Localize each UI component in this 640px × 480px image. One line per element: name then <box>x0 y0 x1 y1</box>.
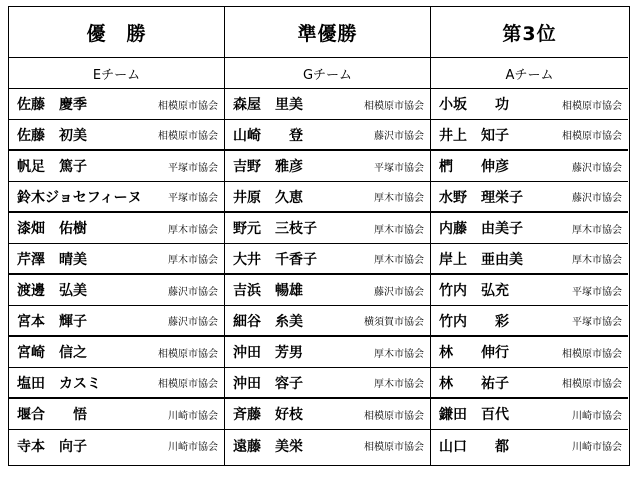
association-name: 川崎市協会 <box>168 410 218 422</box>
player-name: 岸上 亜由美 <box>439 251 523 268</box>
player-name: 宮本 輝子 <box>17 313 87 330</box>
association-name: 相模原市協会 <box>562 131 622 142</box>
table-row <box>9 89 224 120</box>
player-name: 水野 理栄子 <box>439 189 523 206</box>
player-name: 森屋 里美 <box>233 97 303 113</box>
player-name: 内藤 由美子 <box>439 221 523 237</box>
association-name: 相模原市協会 <box>364 442 424 453</box>
player-name: 寺本 向子 <box>17 438 87 455</box>
table-row <box>431 337 628 368</box>
association-name: 相模原市協会 <box>562 379 622 390</box>
table-row <box>9 306 224 337</box>
player-name: 林 祐子 <box>439 375 509 392</box>
association-name: 相模原市協会 <box>158 131 218 142</box>
table-row <box>431 275 628 306</box>
column-third-place <box>430 7 628 465</box>
player-name: 遠藤 美栄 <box>233 438 303 455</box>
association-name: 厚木市協会 <box>374 379 424 390</box>
player-name: 野元 三枝子 <box>233 221 317 237</box>
player-name: 鎌田 百代 <box>439 407 509 423</box>
table-row <box>431 306 628 337</box>
player-name: 大井 千香子 <box>233 251 317 268</box>
player-name: 帆足 篤子 <box>17 159 87 175</box>
table-row <box>9 213 224 244</box>
table-row <box>9 399 224 430</box>
player-name: 鈴木ジョセフィーヌ <box>17 189 142 206</box>
table-row <box>225 151 430 182</box>
player-name: 竹内 弘充 <box>439 283 509 299</box>
association-name: 相模原市協会 <box>158 348 218 360</box>
association-name: 藤沢市協会 <box>168 317 218 328</box>
association-name: 相模原市協会 <box>364 410 424 422</box>
table-row <box>225 399 430 430</box>
association-name: 川崎市協会 <box>572 410 622 422</box>
player-name: 堰合 悟 <box>17 407 87 423</box>
player-name: 芹澤 晴美 <box>17 251 87 268</box>
player-name: 竹内 彩 <box>439 313 509 330</box>
team-name: Eチーム <box>9 58 224 89</box>
association-name: 相模原市協会 <box>158 100 218 112</box>
association-name: 川崎市協会 <box>572 442 622 453</box>
table-row <box>431 151 628 182</box>
table-row <box>431 368 628 399</box>
player-name: 山口 都 <box>439 438 509 455</box>
table-row <box>9 430 224 461</box>
player-name: 井原 久恵 <box>233 189 303 206</box>
player-name: 細谷 糸美 <box>233 313 303 330</box>
association-name: 相模原市協会 <box>364 100 424 112</box>
player-name: 斉藤 好枝 <box>233 407 303 423</box>
player-name: 塩田 カスミ <box>17 375 101 392</box>
table-row <box>225 337 430 368</box>
association-name: 相模原市協会 <box>158 379 218 390</box>
player-name: 宮崎 信之 <box>17 345 87 361</box>
table-row <box>431 213 628 244</box>
table-row <box>9 120 224 151</box>
player-name: 井上 知子 <box>439 127 509 144</box>
association-name: 厚木市協会 <box>572 224 622 236</box>
player-name: 渡邊 弘美 <box>17 283 87 299</box>
association-name: 厚木市協会 <box>374 224 424 236</box>
table-row <box>431 399 628 430</box>
table-row <box>225 182 430 213</box>
player-name: 椚 伸彦 <box>439 159 509 175</box>
table-row <box>431 89 628 120</box>
team-name: Gチーム <box>225 58 430 89</box>
association-name: 厚木市協会 <box>168 255 218 266</box>
association-name: 横須賀市協会 <box>364 317 424 328</box>
player-list <box>431 89 628 461</box>
table-row <box>9 275 224 306</box>
table-row <box>431 430 628 461</box>
table-row <box>225 213 430 244</box>
table-row <box>9 151 224 182</box>
table-row <box>431 244 628 275</box>
table-row <box>9 244 224 275</box>
association-name: 藤沢市協会 <box>572 193 622 204</box>
table-row <box>225 306 430 337</box>
association-name: 藤沢市協会 <box>374 131 424 142</box>
player-name: 吉浜 暢雄 <box>233 283 303 299</box>
column-title: 準優勝 <box>225 7 430 58</box>
association-name: 平塚市協会 <box>168 193 218 204</box>
player-name: 山崎 登 <box>233 127 303 144</box>
association-name: 平塚市協会 <box>572 286 622 298</box>
player-name: 佐藤 初美 <box>17 127 87 144</box>
table-row <box>9 337 224 368</box>
table-row <box>431 120 628 151</box>
player-list <box>9 89 224 461</box>
player-name: 林 伸行 <box>439 345 509 361</box>
player-name: 漆畑 佑樹 <box>17 221 87 237</box>
player-name: 吉野 雅彦 <box>233 159 303 175</box>
association-name: 厚木市協会 <box>374 348 424 360</box>
association-name: 厚木市協会 <box>168 224 218 236</box>
association-name: 厚木市協会 <box>374 193 424 204</box>
player-name: 小坂 功 <box>439 97 509 113</box>
table-row <box>225 244 430 275</box>
table-row <box>225 430 430 461</box>
table-row <box>9 182 224 213</box>
table-row <box>225 120 430 151</box>
table-row <box>225 368 430 399</box>
table-row <box>9 368 224 399</box>
association-name: 藤沢市協会 <box>168 286 218 298</box>
table-row <box>225 275 430 306</box>
association-name: 平塚市協会 <box>572 317 622 328</box>
association-name: 平塚市協会 <box>374 162 424 174</box>
association-name: 相模原市協会 <box>562 100 622 112</box>
player-name: 沖田 芳男 <box>233 345 303 361</box>
team-name: Aチーム <box>431 58 628 89</box>
association-name: 藤沢市協会 <box>572 162 622 174</box>
player-list <box>225 89 430 461</box>
column-runner-up <box>224 7 430 465</box>
player-name: 佐藤 慶季 <box>17 97 87 113</box>
table-row <box>431 182 628 213</box>
association-name: 厚木市協会 <box>572 255 622 266</box>
association-name: 平塚市協会 <box>168 162 218 174</box>
player-name: 沖田 容子 <box>233 375 303 392</box>
association-name: 藤沢市協会 <box>374 286 424 298</box>
column-title: 優 勝 <box>9 7 224 58</box>
association-name: 相模原市協会 <box>562 348 622 360</box>
column-winner <box>9 7 224 465</box>
column-title: 第3位 <box>431 7 628 58</box>
results-table <box>8 6 630 466</box>
association-name: 川崎市協会 <box>168 442 218 453</box>
table-row <box>225 89 430 120</box>
association-name: 厚木市協会 <box>374 255 424 266</box>
